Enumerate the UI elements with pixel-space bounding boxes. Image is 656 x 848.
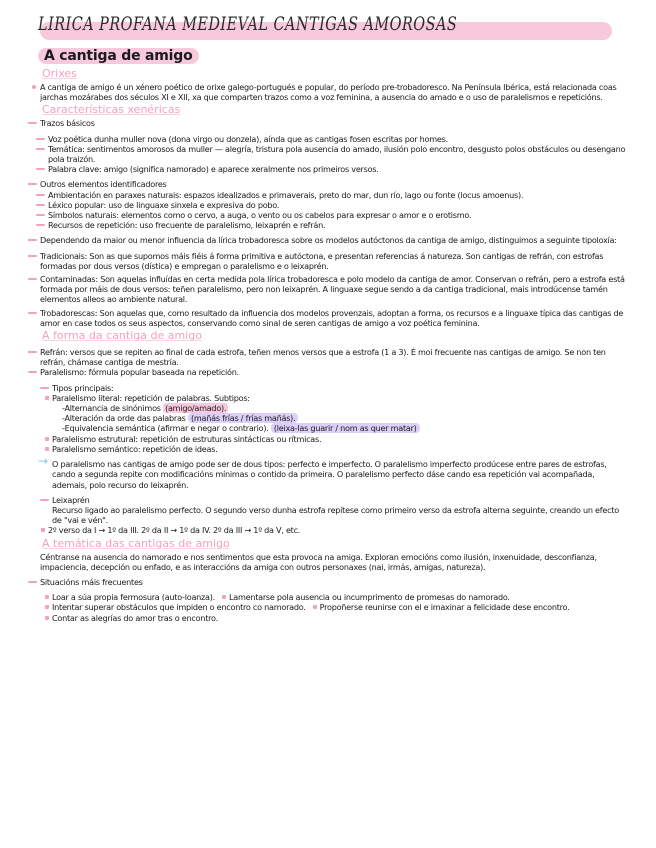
trazo-item: Temática: sentimentos amorosos da muller — alegría, tristura pola ausencia do amado, ilusión polo encontro, desgusto polos obstáculos ou desengano pola traizón. [48, 144, 630, 164]
heading-caracteristicas: Características xenéricas [42, 103, 181, 117]
situacion-item: Intentar superar obstáculos que impiden o encontro co namorado. [52, 602, 306, 613]
subtipo-item [62, 403, 630, 413]
subtipo-item [62, 423, 630, 433]
situacion-item: Contar as alegrías do amor tras o encontro. [52, 613, 630, 623]
tipo-contaminadas: Contaminadas: Son aquelas influídas en certa medida pola lírica trobadoresca e polo modelo da cantiga de amor. Conservan o refrán, pero a estrofa está formada por máis de dous versos: teñen paralelismo, pero non leixaprén. A linguaxe segue sendo a da cantiga tradicional, mais introdúcense tamén elementos alleos ao ambiente natural. [40, 274, 630, 305]
situacions-row [40, 602, 630, 612]
situacion-item: Loar a súa propia fermosura (auto-loanza). [52, 592, 215, 603]
leixapren-scheme: 2º verso da I → 1º da III. 2º da II → 1º da IV. 2º da III → 1º da V, etc. [48, 525, 630, 535]
page-title: LIRICA PROFANA MEDIEVAL CANTIGAS AMOROSAS [38, 14, 458, 35]
situacions-label: Situacións máis frecuentes [40, 577, 630, 587]
heading-tematica: A temática das cantigas de amigo [42, 536, 230, 550]
outros-elementos-label: Outros elementos identificadores [40, 179, 630, 189]
paralelismo-estrutural: Paralelismo estrutural: repetición de estruturas sintácticas ou rítmicas. [52, 434, 630, 444]
section-heading: A cantiga de amigo [38, 48, 199, 64]
tipo-tradicionais: Tradicionais: Son as que supomos máis fiéis á forma primitiva e autóctona, e presentan referencias á natureza. Son cantigas de refrán, con estrofas formadas por dous versos (dística) e empregan o paralelismo e o leixaprén. [40, 251, 630, 271]
leixapren-paragraph: Recurso ligado ao paralelismo perfecto. O segundo verso dunha estrofa repítese como primeiro verso da estrofa alterna seguinte, creando un efecto de "vai e vén". [52, 504, 619, 526]
trazos-basicos-label: Trazos básicos [40, 118, 630, 128]
leixapren-label: Leixaprén [52, 495, 630, 505]
outros-item: Recursos de repetición: uso frecuente de paralelismo, leixaprén e refrán. [48, 220, 630, 230]
paralelismo-paragraph: Paralelismo: fórmula popular baseada na repetición. [40, 367, 630, 377]
subtipo-example-highlight: (amigo/amado). [165, 403, 227, 414]
trazo-item: Palabra clave: amigo (significa namorado) e aparece xeralmente nos primeiros versos. [48, 164, 630, 174]
outros-item: Símbolos naturais: elementos como o cervo, a auga, o vento ou os cabelos para expresar o amor e o erotismo. [48, 210, 630, 220]
paralelismo-note: → O paralelismo nas cantigas de amigo pode ser de dous tipos: perfecto e imperfecto. O paralelismo imperfecto prodúcese entre pares de estrofas, cando a segunda repite con modificacións mínimas o contido da primeira. O paralelismo perfecto dáse cando esa repetición vai acompañada, ademais, polo recurso do leixaprén. [52, 459, 630, 490]
situacion-item: Propoñerse reunirse con el e imaxinar a felicidade dese encontro. [319, 602, 570, 613]
subtipo-text: -Alternancia de sinónimos [62, 403, 164, 414]
subtipo-example-highlight: (leixa-las guarir / nom as quer matar) [271, 423, 420, 433]
tipoloxia-intro: Dependendo da maior ou menor influencia da lírica trobadoresca sobre os modelos autóctonos da cantiga de amigo, distinguimos a seguinte tipoloxía: [40, 235, 630, 245]
refran-paragraph: Refrán: versos que se repiten ao final de cada estrofa, teñen menos versos que a estrofa (1 a 3). É moi frecuente nas cantigas de amigo. Se non ten refrán, chámase cantiga de mestría. [40, 347, 630, 367]
tipos-principais-label: Tipos principais: [52, 383, 630, 393]
subtipo-example-highlight: (mañás frías / frías mañás). [188, 413, 298, 423]
tematica-paragraph: Céntranse na ausencia do namorado e nos sentimentos que esta provoca na amiga. Exploran emocións como ilusión, inxenuidade, desconfianza, impaciencia, decepción ou enfado, e as interaccións da amiga con outros personaxes (nai, irmás, amigas, natureza). [40, 551, 597, 572]
situacion-item: Lamentarse pola ausencia ou incumprimento de promesas do namorado. [228, 592, 510, 603]
orixes-paragraph: A cantiga de amigo é un xénero poético de orixe galego-portugués e popular, do período pre-trobadoresco. Na Península Ibérica, está relacionada coas jarchas mozárabes dos séculos XI e XII, xa que comparten trazos como a voz feminina, a ausencia do amado e o uso de paralelismos e repeticións. [40, 82, 630, 102]
tipo-trobadorescas: Trobadorescas: Son aquelas que, como resultado da influencia dos modelos provenzais, adoptan a forma, os recursos e a linguaxe típica das cantigas de amor en case todos os seus aspectos, conservando como sinal de seren cantigas de amigo a voz poética feminina. [40, 308, 630, 328]
subtipo-item [62, 413, 630, 423]
outros-item: Léxico popular: uso de linguaxe sinxela e expresiva do pobo. [48, 200, 630, 210]
situacions-row [40, 592, 630, 602]
subtipo-text: -Alteración da orde das palabras [62, 413, 188, 424]
outros-item: Ambientación en paraxes naturais: espazos idealizados e primaverais, preto do mar, dun río, lago ou fonte (locus amoenus). [48, 190, 630, 200]
paralelismo-semantico: Paralelismo semántico: repetición de ideas. [52, 444, 630, 454]
subtipo-text: -Equivalencia semántica (afirmar e negar o contrario). [62, 423, 271, 434]
heading-orixes: Orixes [42, 67, 77, 80]
title-block [38, 14, 630, 35]
heading-forma: A forma da cantiga de amigo [42, 329, 202, 343]
paralelismo-literal: Paralelismo literal: repetición de palabras. Subtipos: [52, 393, 630, 403]
trazo-item: Voz poética dunha muller nova (dona virgo ou donzela), aínda que as cantigas fosen escritas por homes. [48, 134, 630, 144]
